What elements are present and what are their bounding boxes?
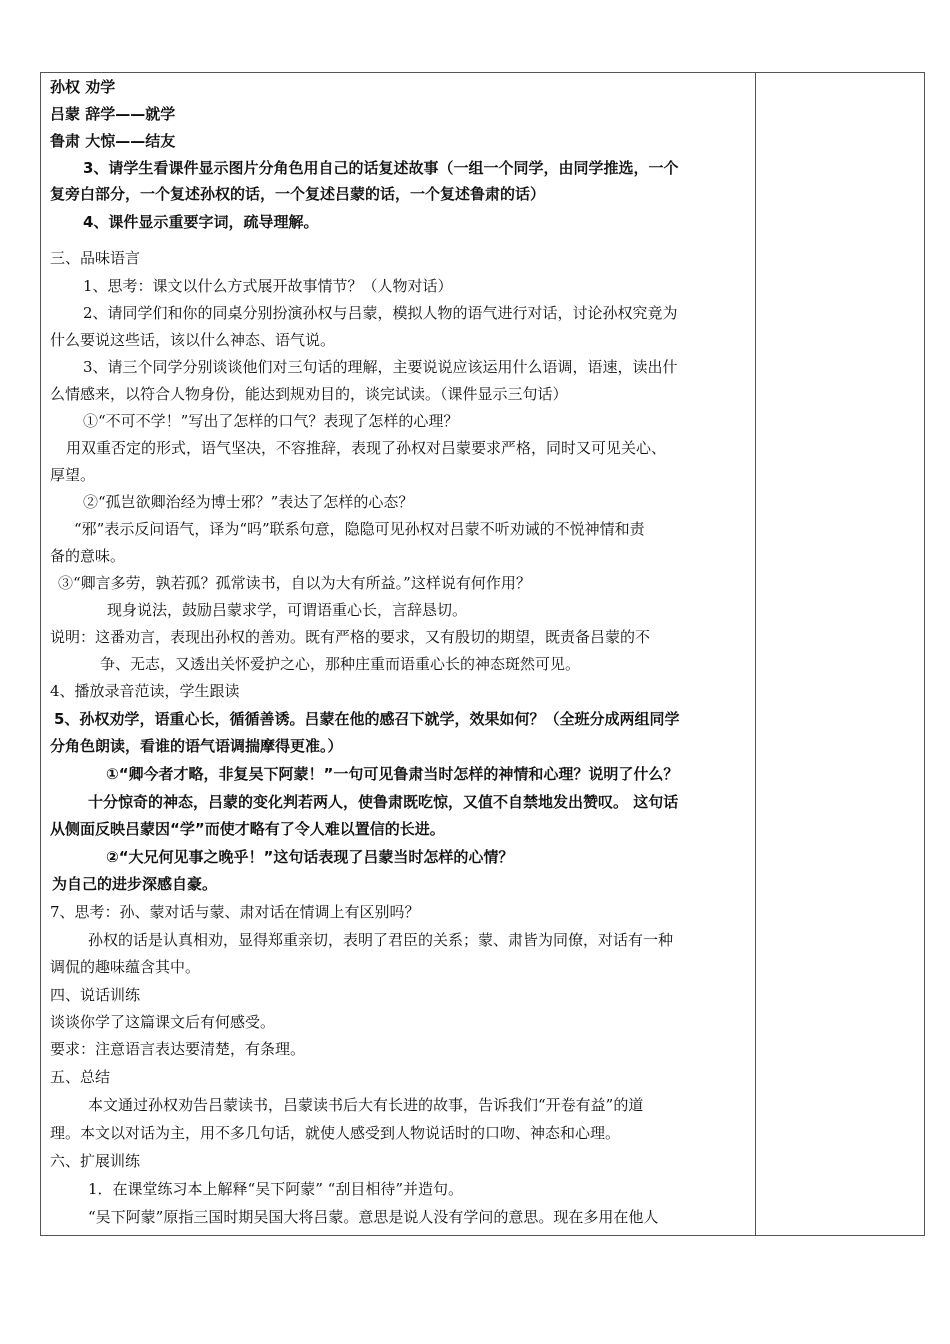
text-line: 3、请三个同学分别谈谈他们对三句话的理解，主要说说应该运用什么语调，语速，读出什 bbox=[83, 358, 678, 376]
text-line: 六、扩展训练 bbox=[50, 1152, 141, 1170]
text-line: 备的意味。 bbox=[50, 547, 126, 565]
text-line: 复旁白部分，一个复述孙权的话，一个复述吕蒙的话，一个复述鲁肃的话） bbox=[50, 185, 546, 203]
text-line: 孙权的话是认真相劝，显得郑重亲切，表明了君臣的关系；蒙、肃皆为同僚，对话有一种 bbox=[88, 931, 674, 949]
text-line: 1、思考：课文以什么方式展开故事情节？（人物对话） bbox=[83, 277, 453, 295]
text-line: ②“孤岂欲卿治经为博士邪？”表达了怎样的心态？ bbox=[83, 493, 414, 511]
text-line: ③“卿言多劳，孰若孤？孤常读书，自以为大有所益。”这样说有何作用？ bbox=[58, 574, 531, 592]
table-column-divider bbox=[755, 72, 756, 1236]
text-line: 厚望。 bbox=[50, 466, 96, 484]
text-line: 三、品味语言 bbox=[50, 249, 141, 267]
text-line: ①“卿今者才略，非复吴下阿蒙！”一句可见鲁肃当时怎样的神情和心理？说明了什么？ bbox=[106, 765, 679, 783]
text-line: 四、说话训练 bbox=[50, 986, 141, 1004]
text-line: 谈谈你学了这篇课文后有何感受。 bbox=[50, 1013, 276, 1031]
text-line: 分角色朗读，看谁的语气语调揣摩得更准。） bbox=[50, 737, 343, 755]
text-line: 十分惊奇的神态，吕蒙的变化判若两人，使鲁肃既吃惊，又值不自禁地发出赞叹。 这句话 bbox=[88, 793, 679, 811]
text-line: 要求：注意语言表达要清楚，有条理。 bbox=[50, 1040, 306, 1058]
text-line: 理。本文以对话为主，用不多几句话，就使人感受到人物说话时的口吻、神态和心理。 bbox=[50, 1124, 621, 1142]
text-line: “吴下阿蒙”原指三国时期吴国大将吕蒙。意思是说人没有学问的意思。现在多用在他人 bbox=[88, 1208, 659, 1226]
text-line: 7、思考：孙、蒙对话与蒙、肃对话在情调上有区别吗？ bbox=[50, 903, 420, 921]
text-line: 调侃的趣味蕴含其中。 bbox=[50, 958, 201, 976]
text-line: 孙权 劝学 bbox=[50, 78, 116, 96]
text-line: 用双重否定的形式，语气坚决，不容推辞，表现了孙权对吕蒙要求严格，同时又可见关心、 bbox=[66, 439, 667, 457]
text-line: 为自己的进步深感自豪。 bbox=[52, 875, 218, 893]
text-line: 么情感来，以符合人物身份，能达到规劝目的，谈完试读。（课件显示三句话） bbox=[50, 385, 568, 403]
text-line: 1．在课堂练习本上解释“吴下阿蒙” “刮目相待”并造句。 bbox=[88, 1180, 463, 1198]
text-line: ①“不可不学！”写出了怎样的口气？表现了怎样的心理？ bbox=[83, 412, 459, 430]
text-line: 五、总结 bbox=[50, 1068, 111, 1086]
text-line: 争、无志，又透出关怀爱护之心，那种庄重而语重心长的神态斑然可见。 bbox=[100, 655, 581, 673]
text-line: 现身说法，鼓励吕蒙求学，可谓语重心长，言辞恳切。 bbox=[107, 601, 468, 619]
text-line: “邪”表示反问语气，译为“吗”联系句意，隐隐可见孙权对吕蒙不听劝诫的不悦神情和责 bbox=[74, 520, 645, 538]
text-line: 吕蒙 辞学——就学 bbox=[50, 105, 176, 123]
text-line: 4、课件显示重要字词，疏导理解。 bbox=[83, 213, 319, 231]
text-line: 4、播放录音范读，学生跟读 bbox=[50, 682, 240, 700]
text-line: 2、请同学们和你的同桌分别扮演孙权与吕蒙，模拟人物的语气进行对话，讨论孙权究竟为 bbox=[83, 304, 678, 322]
text-line: 说明：这番劝言，表现出孙权的善劝。既有严格的要求，又有殷切的期望，既责备吕蒙的不 bbox=[50, 628, 651, 646]
text-line: 5、孙权劝学，语重心长，循循善诱。吕蒙在他的感召下就学，效果如何？（全班分成两组同学 bbox=[54, 710, 680, 728]
text-line: 什么要说这些话，该以什么神态、语气说。 bbox=[50, 331, 336, 349]
text-line: 3、请学生看课件显示图片分角色用自己的话复述故事（一组一个同学，由同学推选，一个 bbox=[83, 159, 679, 177]
text-line: 从侧面反映吕蒙因“学”而使才略有了令人难以置信的长进。 bbox=[50, 820, 445, 838]
text-line: 鲁肃 大惊——结友 bbox=[50, 132, 176, 150]
text-line: ②“大兄何见事之晚乎！”这句话表现了吕蒙当时怎样的心情？ bbox=[106, 848, 514, 866]
text-line: 本文通过孙权劝告吕蒙读书，吕蒙读书后大有长进的故事，告诉我们“开卷有益”的道 bbox=[88, 1096, 644, 1114]
